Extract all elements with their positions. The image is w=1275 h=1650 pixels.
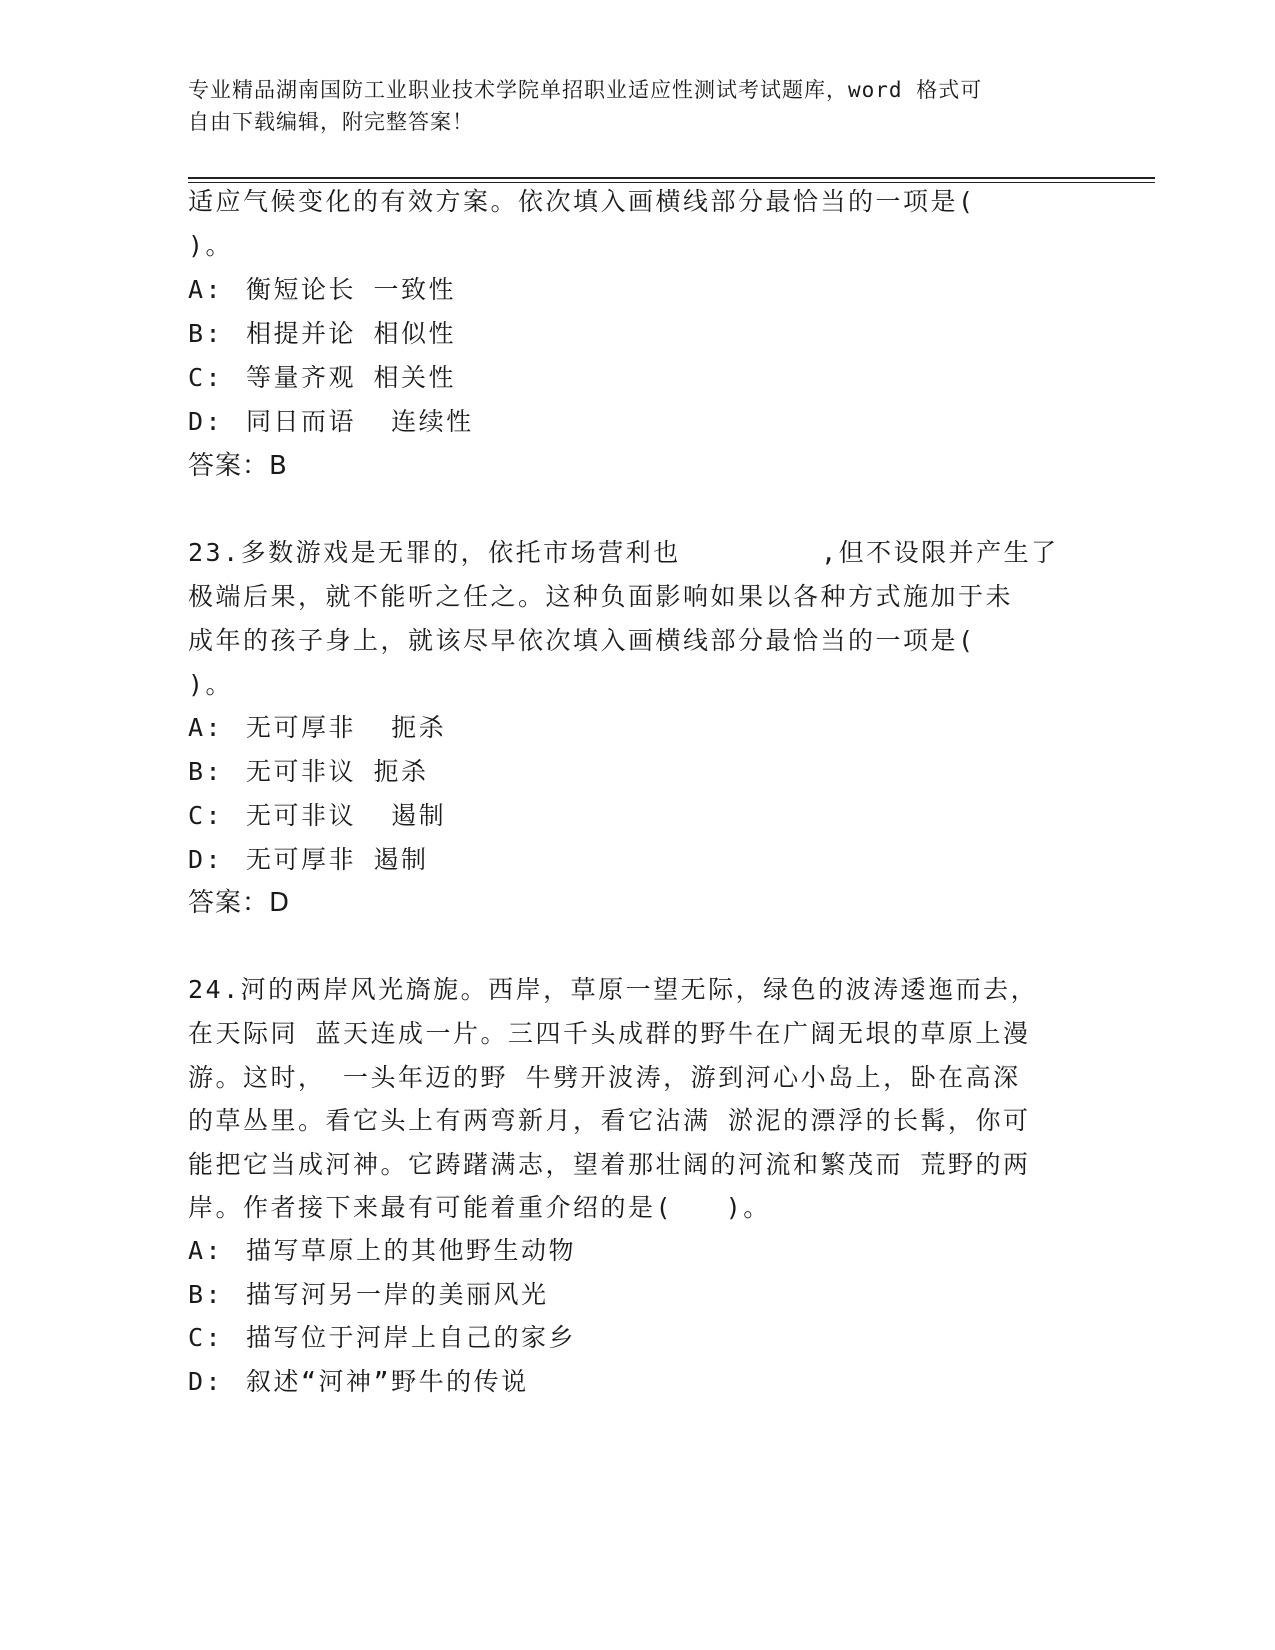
- option-text: 描写位于河岸上自己的家乡: [246, 1323, 577, 1352]
- question-24-option-b: [188, 1279, 549, 1311]
- question-24-option-d: [188, 1366, 529, 1398]
- question-22-text-line: )。: [188, 231, 234, 260]
- option-label: C:: [188, 363, 224, 392]
- question-23-text-line: 成年的孩子身上，就该尽早依次填入画横线部分最恰当的一项是(: [188, 626, 976, 655]
- question-22-option-d: [188, 406, 474, 438]
- question-22-option-a: [188, 274, 456, 306]
- option-text: 无可厚非 扼杀: [246, 713, 447, 742]
- question-24-text-line: 岸。作者接下来最有可能着重介绍的是( )。: [188, 1193, 771, 1222]
- option-text: 无可非议 扼杀: [246, 757, 429, 786]
- option-label: A:: [188, 275, 224, 304]
- question-24-option-c: [188, 1322, 576, 1354]
- option-label: D:: [188, 1367, 224, 1396]
- option-label: C:: [188, 1323, 224, 1352]
- question-22-option-b: [188, 318, 456, 350]
- option-label: D:: [188, 845, 224, 874]
- question-23-option-d: [188, 844, 429, 876]
- option-label: A:: [188, 1236, 224, 1265]
- header-line-1: 专业精品湖南国防工业职业技术学院单招职业适应性测试考试题库，word 格式可: [188, 78, 983, 102]
- option-text: 描写草原上的其他野生动物: [246, 1236, 577, 1265]
- question-24-text-line: 的草丛里。看它头上有两弯新月，看它沾满 淤泥的漂浮的长髯，你可: [188, 1106, 1031, 1135]
- question-24-text-line: 24.河的两岸风光旖旎。西岸，草原一望无际，绿色的波涛逶迤而去，: [188, 975, 1039, 1004]
- option-label: B:: [188, 757, 224, 786]
- question-24-text-line: 在天际同 蓝天连成一片。三四千头成群的野牛在广阔无垠的草原上漫: [188, 1019, 1031, 1048]
- option-text: 描写河另一岸的美丽风光: [246, 1280, 549, 1309]
- question-22-option-c: [188, 362, 456, 394]
- option-text: 相提并论 相似性: [246, 319, 457, 348]
- option-text: 无可非议 遏制: [246, 801, 447, 830]
- question-23-answer: 答案：D: [188, 888, 291, 918]
- option-text: 叙述“河神”野牛的传说: [246, 1367, 529, 1396]
- question-24-option-a: [188, 1235, 576, 1267]
- option-label: A:: [188, 713, 224, 742]
- question-23-option-a: [188, 712, 446, 744]
- option-text: 同日而语 连续性: [246, 407, 474, 436]
- option-text: 等量齐观 相关性: [246, 363, 457, 392]
- header-line-2: 自由下载编辑，附完整答案！: [188, 110, 474, 134]
- option-text: 衡短论长 一致性: [246, 275, 457, 304]
- question-22-answer: 答案：B: [188, 451, 288, 481]
- question-24-text-line: 能把它当成河神。它踌躇满志，望着那壮阔的河流和繁茂而 荒野的两: [188, 1150, 1031, 1179]
- page-header: [188, 74, 1088, 138]
- question-23-option-b: [188, 756, 429, 788]
- question-22-text-line: 适应气候变化的有效方案。依次填入画横线部分最恰当的一项是(: [188, 187, 976, 216]
- question-24-text-line: 游。这时， 一头年迈的野 牛劈开波涛，游到河心小岛上，卧在高深: [188, 1063, 1021, 1092]
- question-23-option-c: [188, 800, 446, 832]
- option-label: C:: [188, 801, 224, 830]
- question-23-text-line: 23.多数游戏是无罪的，依托市场营利也 ,但不设限并产生了: [188, 538, 1059, 567]
- header-divider-thin: [188, 182, 1155, 183]
- header-divider-thick: [188, 177, 1155, 179]
- option-label: B:: [188, 319, 224, 348]
- question-23-text-line: 极端后果，就不能听之任之。这种负面影响如果以各种方式施加于未: [188, 582, 1014, 611]
- option-text: 无可厚非 遏制: [246, 845, 429, 874]
- option-label: D:: [188, 407, 224, 436]
- question-23-text-line: )。: [188, 670, 234, 699]
- option-label: B:: [188, 1280, 224, 1309]
